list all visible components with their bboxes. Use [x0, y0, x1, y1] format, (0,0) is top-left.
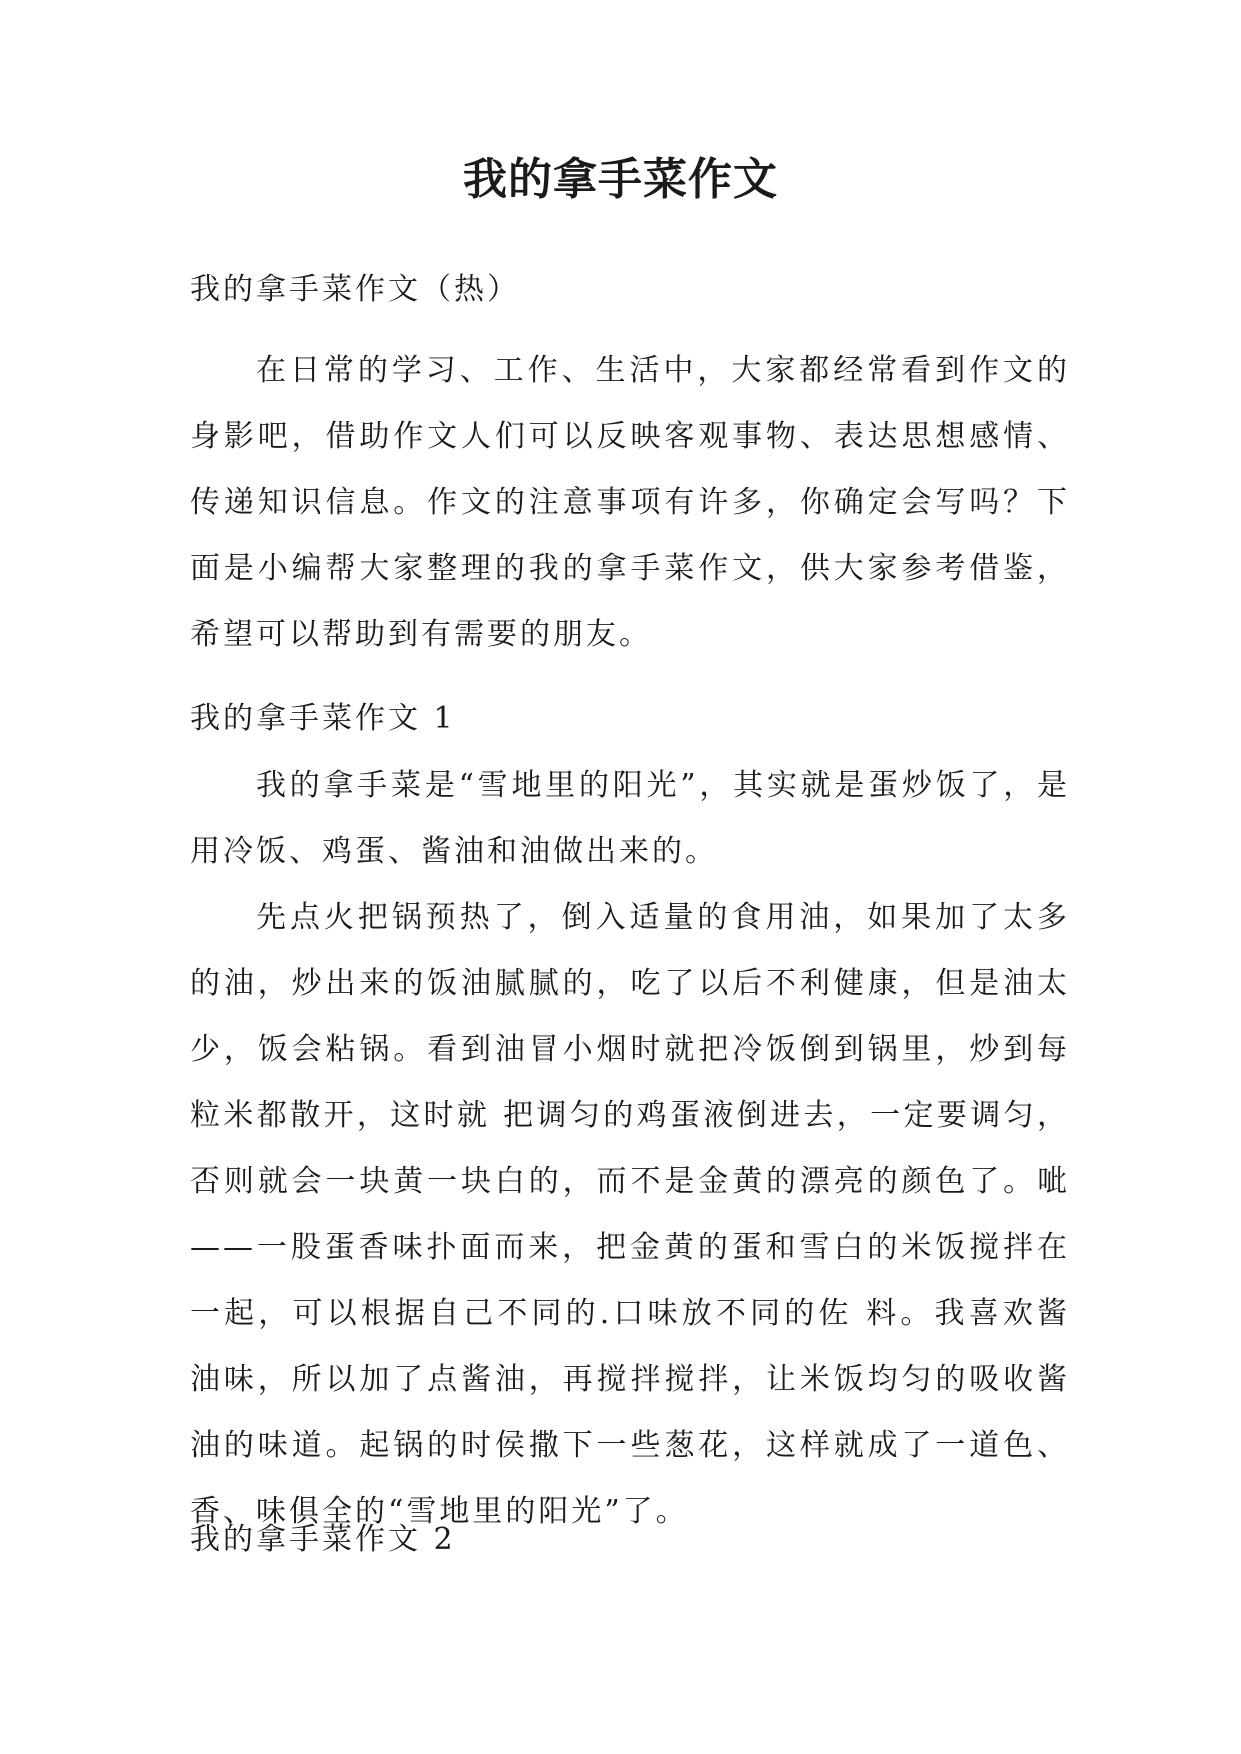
intro-heading: 我的拿手菜作文（热）: [190, 272, 520, 307]
essay-1-heading: 我的拿手菜作文 1: [190, 701, 456, 736]
intro-section: [190, 338, 1070, 668]
essay-1-paragraph: 我的拿手菜是“雪地里的阳光”，其实就是蛋炒饭了，是用冷饭、鸡蛋、酱油和油做出来的。: [190, 768, 1070, 869]
document-title: 我的拿手菜作文: [463, 154, 778, 205]
essay-1-body: [190, 753, 1070, 1545]
essay-1-paragraph: 先点火把锅预热了，倒入适量的食用油，如果加了太多的油，炒出来的饭油腻腻的，吃了以后不利健康，但是油太少，饭会粘锅。看到油冒小烟时就把冷饭倒到锅里，炒到每粒米都散开，这时就 把调匀的鸡蛋液倒进去，一定要调匀，否则就会一块黄一块白的，而不是金黄的漂亮的颜色了。呲——一股蛋香味扑面而来，把金黄的蛋和雪白的米饭搅拌在一起，可以根据自己不同的.口味放不同的佐 料。我喜欢酱油味，所以加了点酱油，再搅拌搅拌，让米饭均匀的吸收酱油的味道。起锅的时侯撒下一些葱花，这样就成了一道色、香、味俱全的“雪地里的阳光”了。: [190, 900, 1070, 1529]
intro-paragraph: 在日常的学习、工作、生活中，大家都经常看到作文的身影吧，借助作文人们可以反映客观事物、表达思想感情、传递知识信息。作文的注意事项有许多，你确定会写吗？下面是小编帮大家整理的我的拿手菜作文，供大家参考借鉴，希望可以帮助到有需要的朋友。: [190, 353, 1070, 652]
essay-2-heading: 我的拿手菜作文 2: [190, 1522, 456, 1557]
